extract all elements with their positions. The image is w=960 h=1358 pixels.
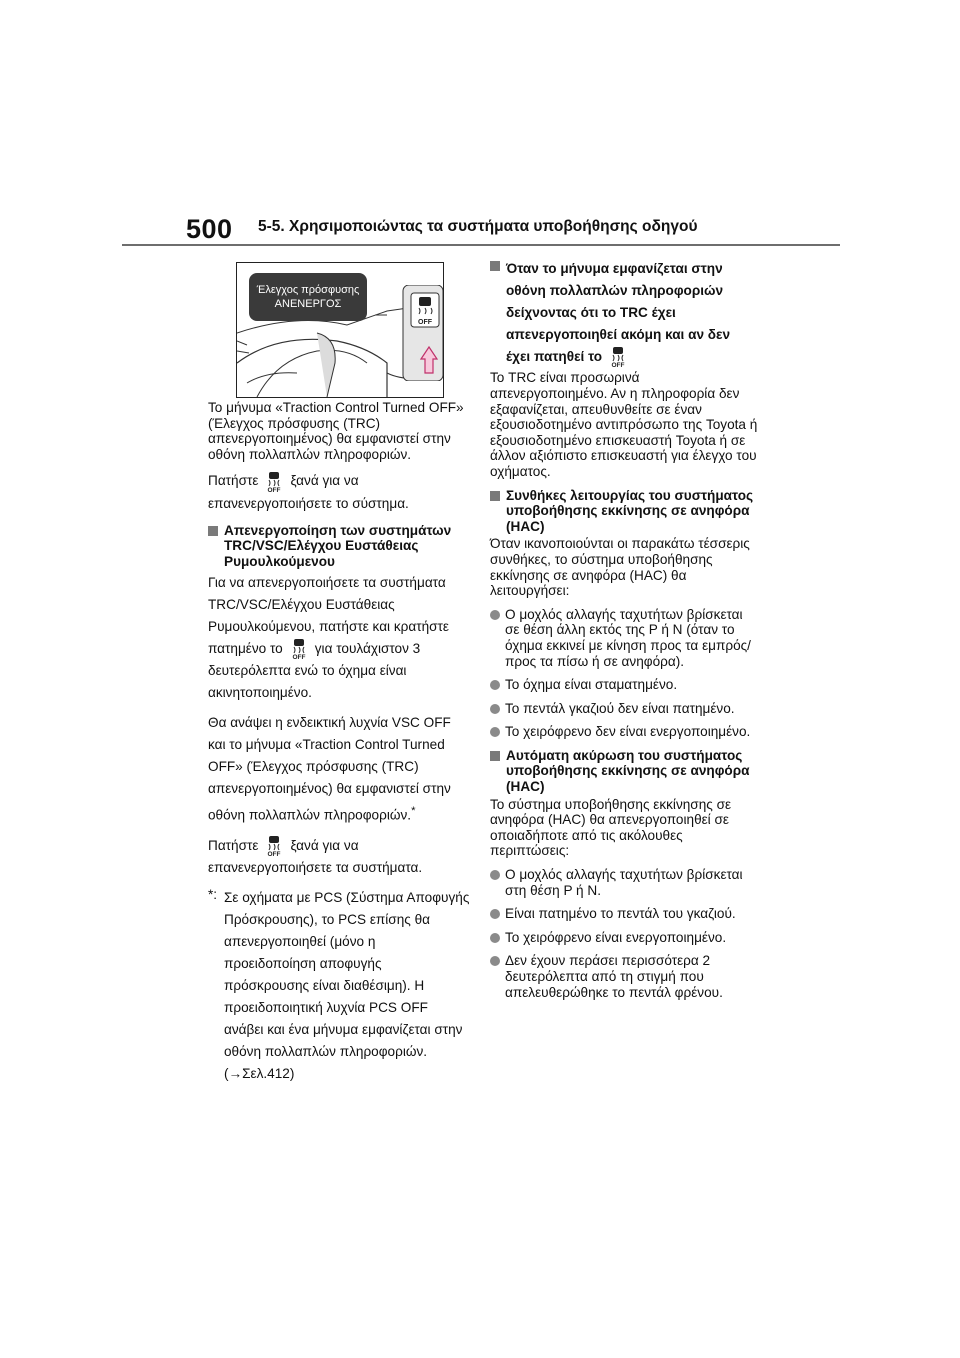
list-item-text: Το χειρόφρενο είναι ενεργοποιημένο. — [505, 929, 727, 945]
switch-panel — [397, 285, 443, 381]
message-bubble — [249, 273, 367, 321]
list-item — [490, 930, 758, 946]
text: Πατήστε — [208, 473, 259, 489]
list-item — [490, 867, 758, 898]
list-item — [490, 724, 758, 740]
bullet-dot-icon — [490, 610, 500, 620]
header-divider — [122, 244, 840, 246]
bullet-dot-icon — [490, 727, 500, 737]
vsc-off-icon — [266, 835, 282, 857]
dashboard-illustration — [236, 262, 444, 398]
square-bullet-icon — [208, 526, 218, 536]
page-number: 500 — [186, 214, 233, 244]
svg-text:OFF: OFF — [418, 319, 432, 326]
square-bullet-icon — [490, 751, 500, 761]
vsc-off-icon — [291, 638, 307, 660]
square-bullet-icon — [490, 491, 500, 501]
text: Θα ανάψει η ενδεικτική λυχνία VSC OFF και το μήνυμα «Traction Control Turned OFF» (Έλεγχος πρόσφυσης (TRC) απενεργοποιημένος) θα εμφανιστεί στην οθόνη πολλαπλών πληροφοριών. — [208, 714, 451, 823]
square-bullet-icon — [490, 261, 500, 271]
text: Πατήστε — [208, 837, 259, 853]
list-item-text: Το χειρόφρενο δεν είναι ενεργοποιημένο. — [505, 724, 751, 740]
paragraph: Το TRC είναι προσωρινά απενεργοποιημένο. Αν η πληροφορία δεν εξαφανίζεται, απευθυνθείτε σε έναν εξουσιοδοτημένο αντιπρόσωπο της Toyota ή εξουσιοδοτημένο επισκευαστή Toyota ή σε άλλον αξιόπιστο επισκευαστή για έλεγχο του οχήματος. — [490, 370, 758, 479]
bullet-dot-icon — [490, 909, 500, 919]
heading-text: Συνθήκες λειτουργίας του συστήματος υποβοήθησης εκκίνησης σε ανηφόρα (HAC) — [506, 487, 754, 534]
paragraph: Το μήνυμα «Traction Control Turned OFF» (Έλεγχος πρόσφυσης (TRC) απενεργοποιημένος) θα εμφανιστεί στην οθόνη πολλαπλών πληροφοριών. — [208, 400, 464, 462]
section-heading — [208, 523, 470, 570]
list-item-text: Είναι πατημένο το πεντάλ του γκαζιού. — [505, 906, 736, 922]
svg-text:OFF: OFF — [611, 362, 625, 369]
list-item — [490, 701, 758, 717]
message-line-1: Έλεγχος πρόσφυσης — [256, 284, 360, 296]
footnote-marker: *: — [208, 886, 218, 902]
heading-text: Απενεργοποίηση των συστημάτων TRC/VSC/Ελέγχου Ευστάθειας Ρυμουλκούμενου — [224, 522, 452, 569]
text: ξανά για να επανενεργοποιήσετε το σύστημα. — [208, 473, 409, 511]
message-line-2: ΑΝΕΝΕΡΓΟΣ — [274, 298, 342, 310]
list-item — [490, 607, 758, 669]
paragraph-reactivate — [208, 835, 470, 879]
paragraph: Όταν ικανοποιούνται οι παρακάτω τέσσερις συνθήκες, το σύστημα υποβοήθησης εκκίνησης σε ανηφόρα (HAC) θα λειτουργήσει: — [490, 536, 750, 599]
right-column — [490, 258, 758, 1008]
text: Για να απενεργοποιήσετε τα συστήματα TRC/VSC/Ελέγχου Ευστάθειας Ρυμουλκούμενου, πατήστε και κρατήστε πατημένο το — [208, 574, 449, 656]
paragraph-press-again — [208, 470, 470, 514]
footnote-marker: * — [411, 804, 416, 817]
list-item-text: Ο μοχλός αλλαγής ταχυτήτων βρίσκεται σε θέση άλλη εκτός της P ή N (όταν το όχημα εκκινεί με κίνηση προς τα εμπρός/προς τα πίσω ή σε ανηφόρα). — [505, 606, 751, 669]
section-heading — [490, 258, 758, 368]
paragraph: Το σύστημα υποβοήθησης εκκίνησης σε ανηφόρα (HAC) θα απενεργοποιηθεί σε οποιαδήποτε από τις ακόλουθες περιπτώσεις: — [490, 796, 732, 859]
bullet-dot-icon — [490, 956, 500, 966]
footnote — [208, 887, 470, 1085]
heading-text: Όταν το μήνυμα εμφανίζεται στην οθόνη πολλαπλών πληροφοριών δείχνοντας ότι το TRC έχει απενεργοποιηθεί ακόμη και αν δεν έχει πατηθεί το — [506, 261, 731, 364]
list-item — [490, 953, 758, 1000]
paragraph-indicator — [208, 712, 470, 827]
bullet-dot-icon — [490, 870, 500, 880]
vsc-off-icon — [610, 346, 626, 368]
section-title: 5-5. Χρησιμοποιώντας τα συστήματα υποβοήθησης οδηγού — [258, 218, 698, 235]
section-heading — [490, 488, 758, 535]
left-column — [208, 400, 470, 1085]
text: για τουλάχιστον 3 δευτερόλεπτα ενώ το όχημα είναι ακινητοποιημένο. — [208, 640, 421, 700]
bullet-dot-icon — [490, 704, 500, 714]
list-item-text: Ο μοχλός αλλαγής ταχυτήτων βρίσκεται στη θέση P ή N. — [505, 867, 743, 898]
list-item — [490, 906, 758, 922]
heading-text: Αυτόματη ακύρωση του συστήματος υποβοήθησης εκκίνησης σε ανηφόρα (HAC) — [506, 747, 750, 795]
svg-text:OFF: OFF — [267, 850, 281, 857]
bullet-dot-icon — [490, 933, 500, 943]
list-item-text: Δεν έχουν περάσει περισσότερα 2 δευτερόλεπτα από τη στιγμή που απελευθερώθηκε το πεντάλ φρένου. — [505, 953, 723, 1000]
list-item — [490, 677, 758, 693]
list-item-text: Το πεντάλ γκαζιού δεν είναι πατημένο. — [505, 700, 735, 716]
paragraph-hold — [208, 572, 470, 704]
vsc-off-icon — [266, 471, 282, 493]
svg-text:OFF: OFF — [267, 486, 281, 493]
section-heading — [490, 748, 758, 795]
bullet-dot-icon — [490, 680, 500, 690]
footnote-text: Σε οχήματα με PCS (Σύστημα Αποφυγής Πρόσκρουσης), το PCS επίσης θα απενεργοποιηθεί (μόνο η προειδοποίηση αποφυγής πρόσκρουσης είναι διαθέσιμη). Η προειδοποιητική λυχνία PCS OFF ανάβει και ένα μήνυμα εμφανίζεται στην οθόνη πολλαπλών πληροφοριών. (→Σελ.412) — [224, 889, 470, 1081]
svg-text:OFF: OFF — [292, 653, 306, 660]
list-item-text: Το όχημα είναι σταματημένο. — [505, 677, 678, 693]
text: ξανά για να επανενεργοποιήσετε τα συστήματα. — [208, 837, 423, 875]
